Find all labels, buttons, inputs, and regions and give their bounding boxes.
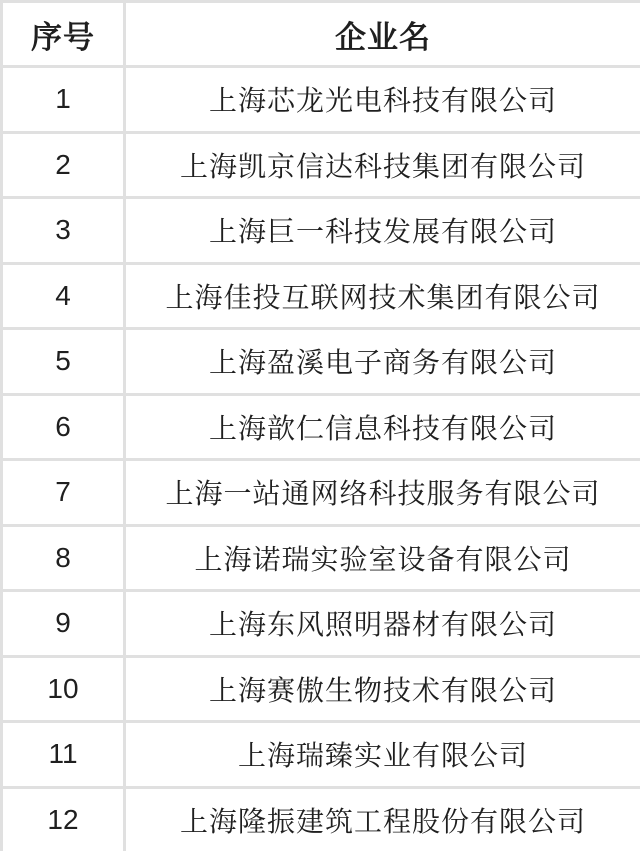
table-row <box>2 329 640 395</box>
table-row <box>2 198 640 264</box>
company-name-cell: 上海诺瑞实验室设备有限公司 <box>125 525 640 591</box>
company-name-cell: 上海隆振建筑工程股份有限公司 <box>125 787 640 851</box>
company-name-cell: 上海歆仁信息科技有限公司 <box>125 394 640 460</box>
table-row <box>2 656 640 722</box>
row-index-cell: 6 <box>2 394 125 460</box>
row-index-cell: 12 <box>2 787 125 851</box>
table-row <box>2 394 640 460</box>
table-row <box>2 525 640 591</box>
company-name-cell: 上海芯龙光电科技有限公司 <box>125 67 640 133</box>
company-name-cell: 上海凯京信达科技集团有限公司 <box>125 132 640 198</box>
table-row <box>2 263 640 329</box>
company-name-cell: 上海佳投互联网技术集团有限公司 <box>125 263 640 329</box>
row-index-cell: 2 <box>2 132 125 198</box>
row-index-cell: 4 <box>2 263 125 329</box>
table-row <box>2 132 640 198</box>
row-index-cell: 10 <box>2 656 125 722</box>
table-body <box>2 67 640 851</box>
column-header-index: 序号 <box>2 2 125 67</box>
header-row <box>2 2 640 67</box>
table-row <box>2 722 640 788</box>
company-name-cell: 上海东风照明器材有限公司 <box>125 591 640 657</box>
company-name-cell: 上海赛傲生物技术有限公司 <box>125 656 640 722</box>
row-index-cell: 7 <box>2 460 125 526</box>
company-name-cell: 上海巨一科技发展有限公司 <box>125 198 640 264</box>
column-header-company-name: 企业名 <box>125 2 640 67</box>
table-row <box>2 67 640 133</box>
table-row <box>2 787 640 851</box>
row-index-cell: 9 <box>2 591 125 657</box>
row-index-cell: 8 <box>2 525 125 591</box>
company-name-cell: 上海一站通网络科技服务有限公司 <box>125 460 640 526</box>
row-index-cell: 3 <box>2 198 125 264</box>
row-index-cell: 11 <box>2 722 125 788</box>
row-index-cell: 1 <box>2 67 125 133</box>
row-index-cell: 5 <box>2 329 125 395</box>
table-row <box>2 591 640 657</box>
company-name-cell: 上海瑞臻实业有限公司 <box>125 722 640 788</box>
table-row <box>2 460 640 526</box>
company-name-cell: 上海盈溪电子商务有限公司 <box>125 329 640 395</box>
